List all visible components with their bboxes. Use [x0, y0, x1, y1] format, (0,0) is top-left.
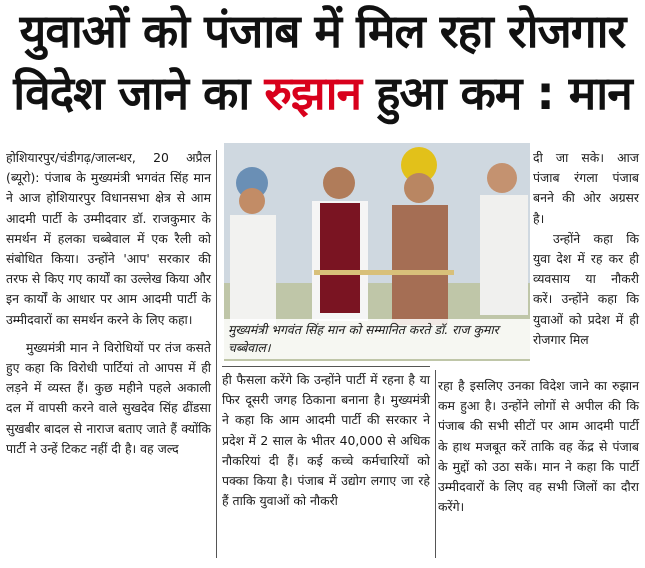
headline-line-1: युवाओं को पंजाब में मिल रहा रोजगार: [19, 4, 626, 58]
headline-line-2-start: विदेश जाने का: [13, 66, 265, 120]
column-divider: [216, 150, 217, 558]
article-column-3-bottom: [438, 376, 639, 517]
news-photo: [224, 143, 530, 361]
column-divider: [222, 366, 430, 367]
article-paragraph: रहा है इसलिए उनका विदेश जाने का रुझान कम हुआ है। उन्होंने लोगों से अपील की कि पंजाब की सभी सीटों पर आम आदमी पार्टी के हाथ मजबूत करें ताकि वह केंद्र से पंजाब के मुद्दों को उठा सकें। मान ने कहा कि पार्टी उम्मीदवारों के लिए वह सभी जिलों का दौरा करेंगे।: [438, 378, 639, 515]
headline-highlight-word: रुझान: [264, 66, 362, 120]
photo-caption: मुख्यमंत्री भगवंत सिंह मान को सम्मानित करते डॉ. राज कुमार चब्बेवाल।: [224, 319, 530, 359]
ceremonial-sword: [314, 270, 454, 275]
article-paragraph: मुख्यमंत्री मान ने विरोधियों पर तंज कसते हुए कहा कि विरोधी पार्टियां तो आपस में ही लड़ने में व्यस्त हैं। कुछ महीने पहले अकाली दल में वापसी करने वाले सुखदेव सिंह ढींडसा सुखबीर बादल से नाराज बताए जाते हैं क्योंकि पार्टी ने उन्हें टिकट नहीं दी है। वह जल्द: [6, 339, 211, 456]
article-column-2: [222, 370, 430, 511]
article-paragraph: उन्होंने कहा कि युवा देश में रह कर ही व्यवसाय या नौकरी करें। उन्होंने कहा कि युवाओं को प्रदेश में ही रोजगार मिल: [533, 230, 639, 347]
article-paragraph: ही फैसला करेंगे कि उन्होंने पार्टी में रहना है या फिर दूसरी जगह ठिकाना बनाना है। मुख्यमंत्री ने कहा कि आम आदमी पार्टी की सरकार ने प्रदेश में 2 साल के भीतर 40,000 से अधिक नौकरियां दी हैं। कई कच्चे कर्मचारियों को पक्का किया है। पंजाब में उद्योग लगाए जा रहे हैं ताकि युवाओं को नौकरी: [222, 372, 430, 509]
article-column-1: [6, 148, 211, 459]
column-divider: [435, 370, 436, 558]
headline-line-2-end: हुआ कम : मान: [361, 66, 632, 120]
article-paragraph: होशियारपुर/चंडीगढ़/जालन्धर, 20 अप्रैल (ब्यूरो): पंजाब के मुख्यमंत्री भगवंत सिंह मान ने आज होशियारपुर विधानसभा क्षेत्र से आम आदमी पार्टी के उम्मीदवार डॉ. राजकुमार के समर्थन में हलका चब्बेवाल में एक रैली को संबोधित किया। उन्होंने 'आप' सरकार की तरफ से किए गए कार्यों का उल्लेख किया और इन कार्यों के आधार पर आम आदमी पार्टी के उम्मीदवारों का समर्थन करने के लिए कहा।: [6, 150, 211, 327]
article-paragraph: दी जा सके। आज पंजाब रंगला पंजाब बनने की ओर अग्रसर है।: [533, 150, 639, 226]
article-column-3-top: [533, 148, 639, 350]
headline-line-2: [0, 64, 645, 122]
